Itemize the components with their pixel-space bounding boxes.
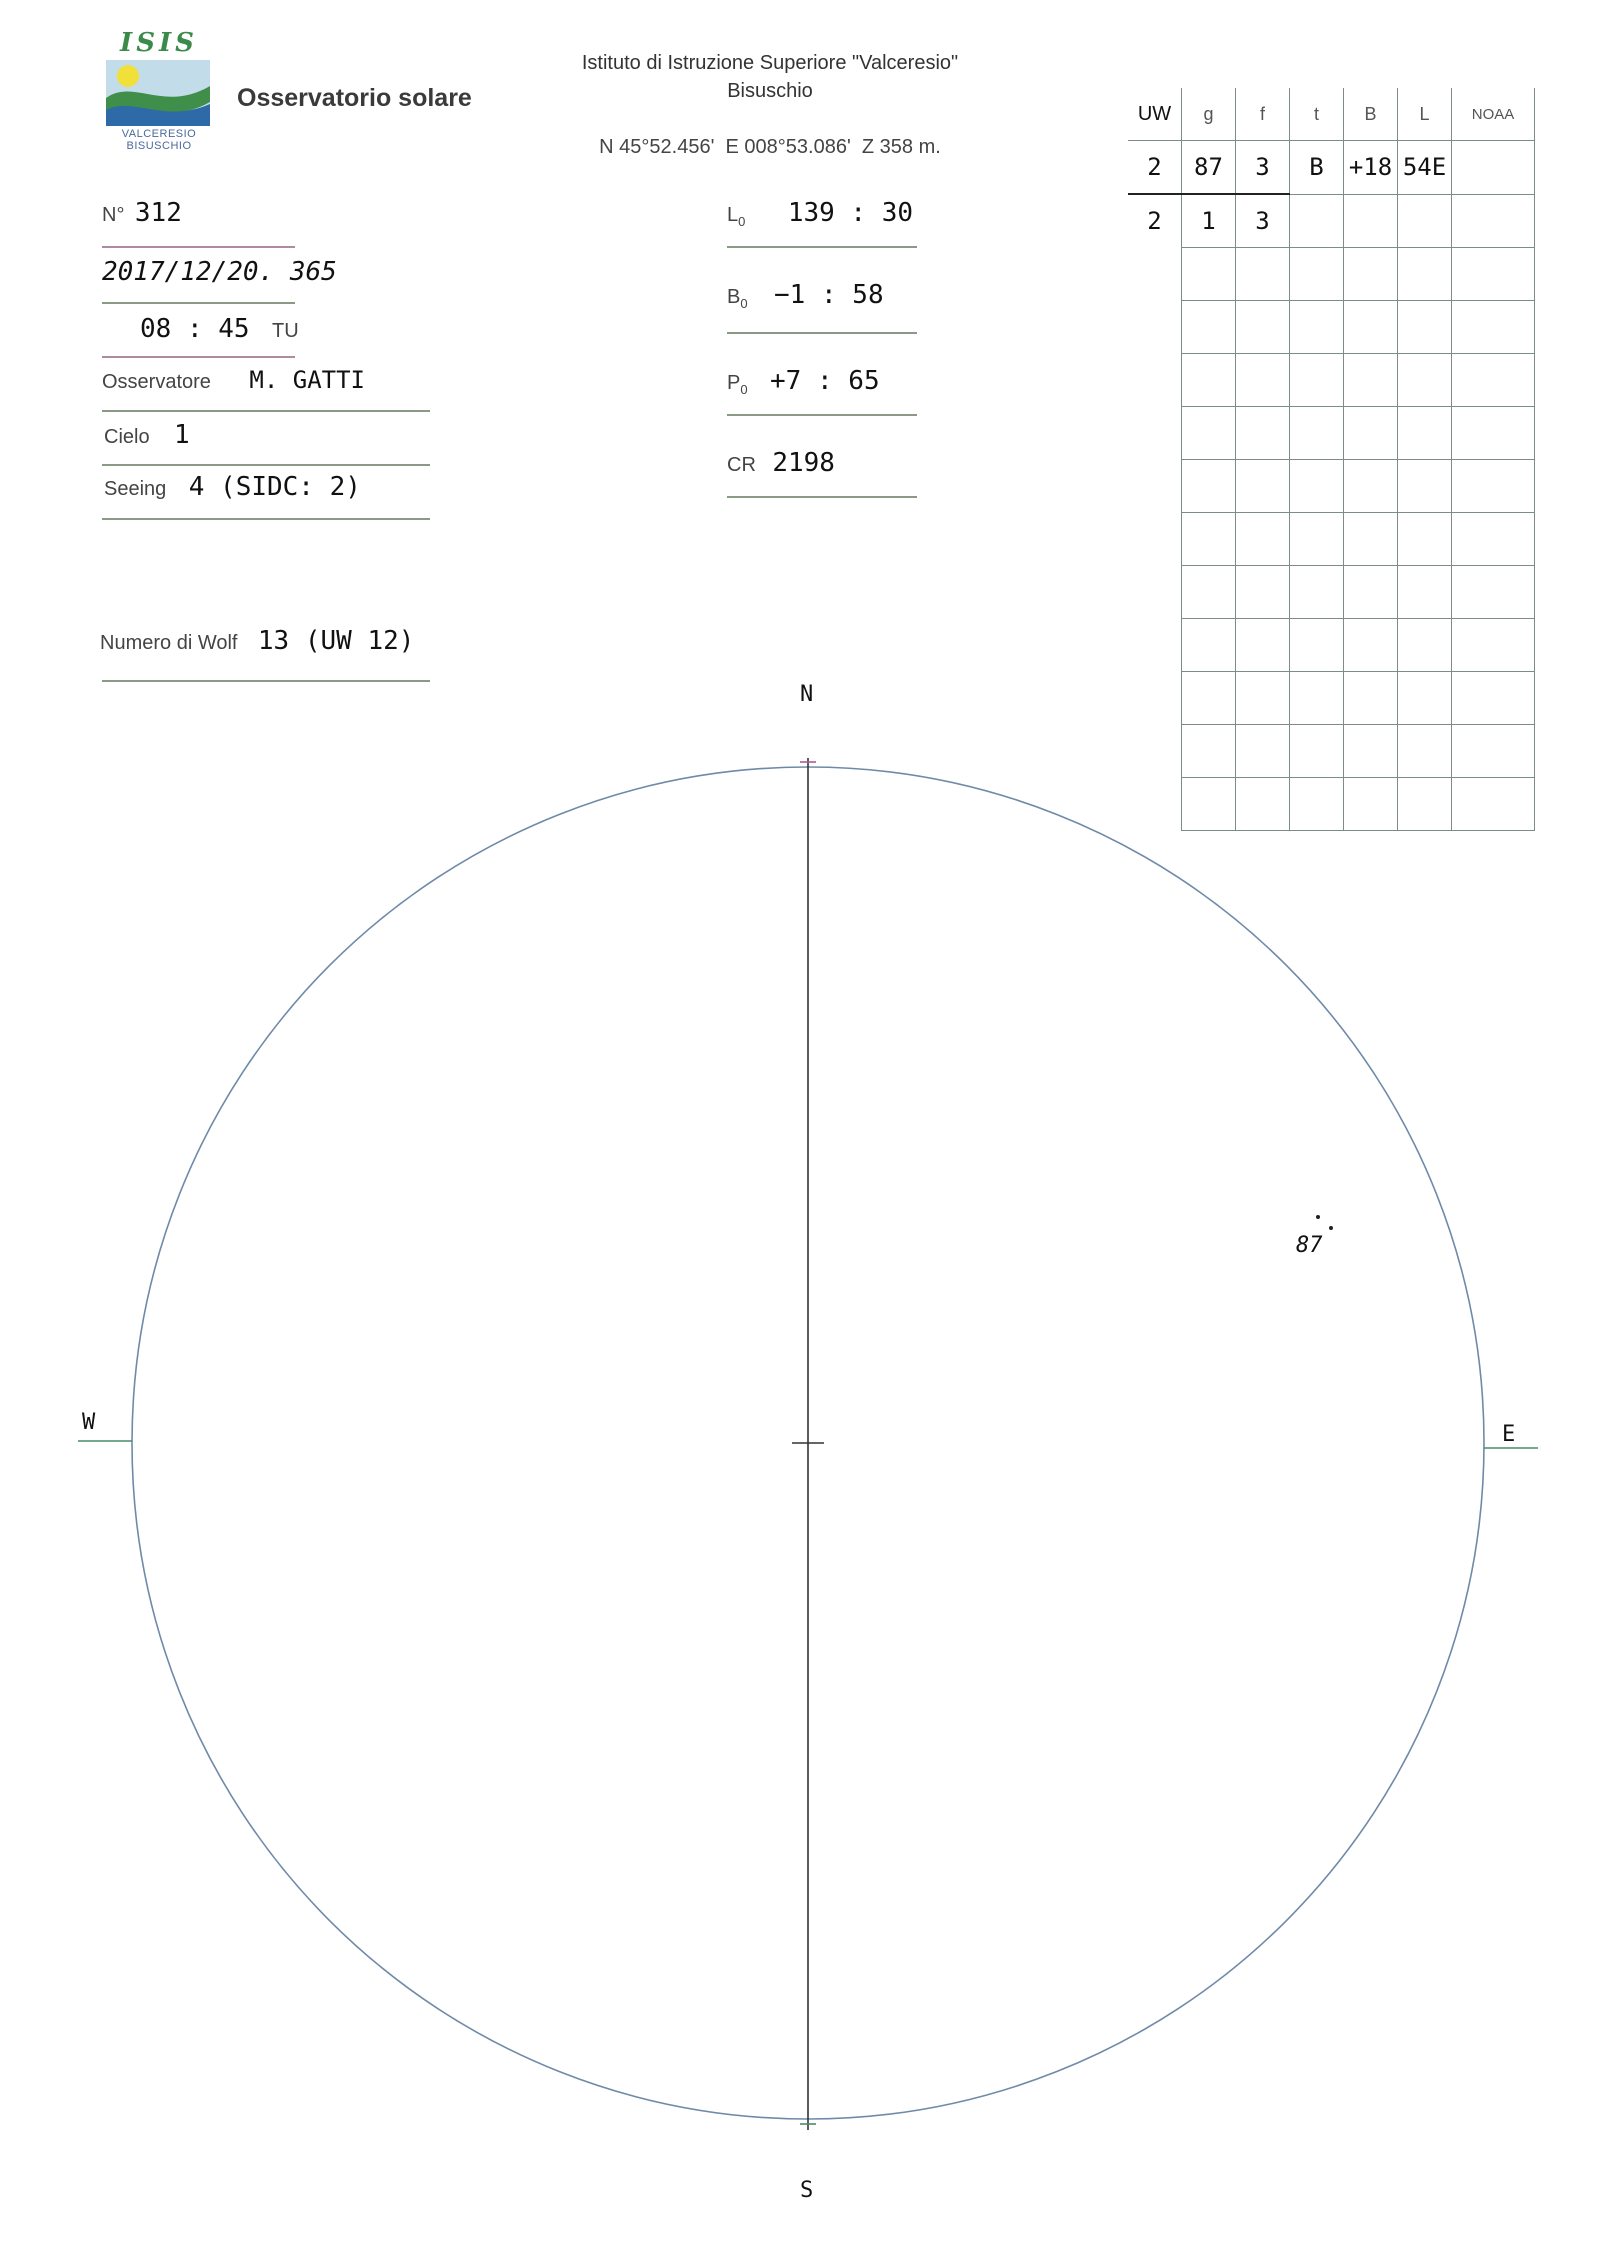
cr-value: 2198 bbox=[772, 448, 835, 478]
sky-value: 1 bbox=[174, 420, 190, 450]
table-cell: 87 bbox=[1182, 141, 1236, 195]
table-header-cell: f bbox=[1236, 88, 1290, 141]
table-cell: +18 bbox=[1344, 141, 1398, 195]
east-label: E bbox=[1502, 1422, 1516, 1447]
observation-date-value: 2017/12/20. 365 bbox=[102, 257, 337, 287]
observer-label: Osservatore bbox=[102, 371, 211, 393]
table-cell: 3 bbox=[1236, 141, 1290, 195]
table-header-cell: g bbox=[1182, 88, 1236, 141]
sunspot bbox=[1316, 1215, 1320, 1219]
institute-town: Bisuschio bbox=[727, 80, 813, 102]
table-cell: 54E bbox=[1398, 141, 1452, 195]
l0-value: 139 : 30 bbox=[787, 198, 914, 228]
observatory-coordinates: N 45°52.456' E 008°53.086' Z 358 m. bbox=[599, 136, 941, 158]
logo-title: ISIS bbox=[120, 28, 198, 58]
p0-label: $P_0$ bbox=[727, 372, 748, 397]
l0-label: $L_0$ bbox=[727, 204, 746, 229]
wolf-number-label: Numero di Wolf bbox=[100, 632, 238, 654]
cr-label: CR bbox=[727, 454, 756, 476]
west-label: W bbox=[82, 1410, 96, 1435]
sky-label: Cielo bbox=[104, 426, 150, 448]
wolf-number-value: 13 (UW 12) bbox=[257, 626, 415, 656]
seeing-value: 4 (SIDC: 2) bbox=[188, 472, 361, 502]
table-header-cell: UW bbox=[1128, 88, 1182, 141]
observatory-title: Osservatorio solare bbox=[237, 84, 472, 112]
b0-value: −1 : 58 bbox=[774, 280, 884, 310]
observer-value: M. GATTI bbox=[249, 366, 365, 394]
table-header-cell: t bbox=[1290, 88, 1344, 141]
institute-name: Istituto di Istruzione Superiore "Valceresio" bbox=[581, 52, 959, 74]
b0-label: $B_0$ bbox=[727, 286, 748, 311]
observation-time-unit: TU bbox=[272, 320, 299, 342]
table-cell: 1 bbox=[1182, 194, 1236, 248]
observation-time-value: 08 : 45 bbox=[140, 314, 250, 344]
seeing-label: Seeing bbox=[104, 478, 167, 500]
table-cell: 2 bbox=[1128, 141, 1182, 195]
table-cell: B bbox=[1290, 141, 1344, 195]
sheet-number-label: N° bbox=[102, 204, 125, 226]
north-label: N bbox=[800, 682, 814, 707]
logo-subtitle-1: VALCERESIO bbox=[121, 128, 197, 140]
south-label: S bbox=[800, 2178, 814, 2203]
sheet-number-value: 312 bbox=[134, 198, 182, 228]
table-header-cell: B bbox=[1344, 88, 1398, 141]
sunspot bbox=[1329, 1226, 1333, 1230]
p0-value: +7 : 65 bbox=[770, 366, 880, 396]
group-87-label: 87 bbox=[1296, 1233, 1323, 1258]
table-cell: 3 bbox=[1236, 194, 1290, 248]
table-header-cell: L bbox=[1398, 88, 1452, 141]
logo-subtitle-2: BISUSCHIO bbox=[126, 140, 192, 152]
table-header-cell: NOAA bbox=[1452, 88, 1535, 141]
table-cell: 2 bbox=[1128, 194, 1182, 248]
